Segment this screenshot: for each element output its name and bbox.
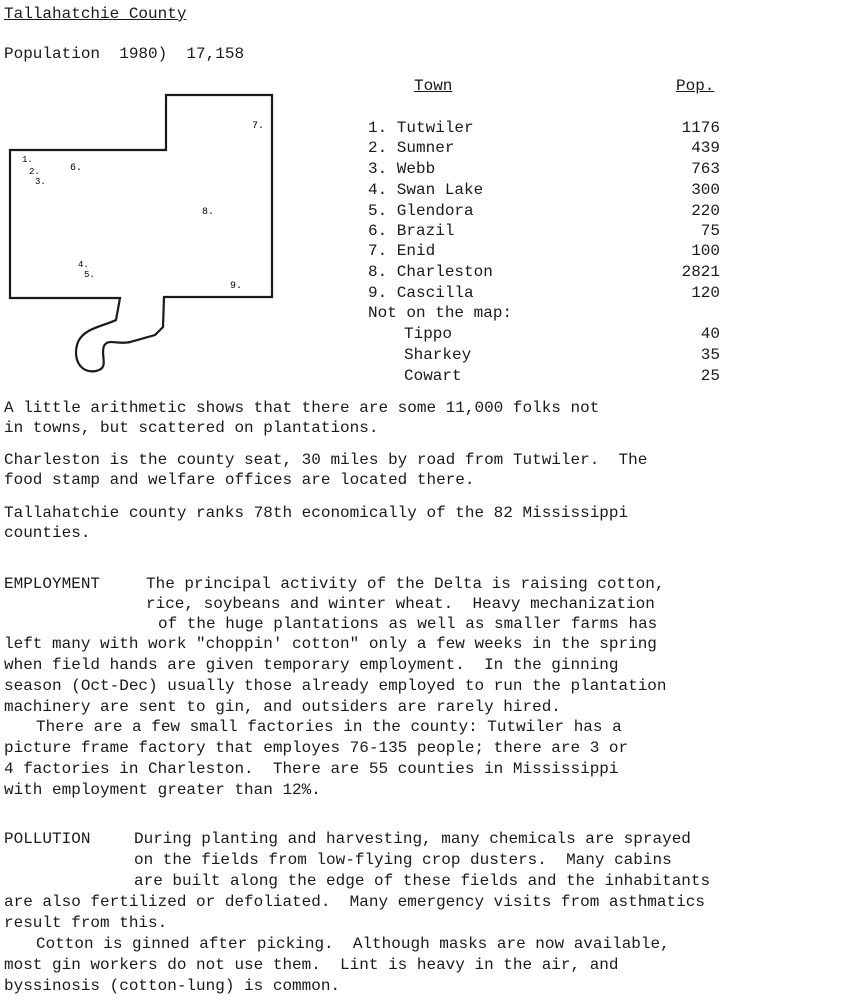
table-row-name: 1. Tutwiler [368,119,474,137]
pop-column-header: Pop. [676,77,715,95]
paragraph-line: most gin workers do not use them. Lint is heavy in the air, and [4,956,619,974]
map-label-6: 6. [70,163,83,174]
paragraph-line: 4 factories in Charleston. There are 55 counties in Mississippi [4,760,619,778]
paragraph-line: result from this. [4,914,168,932]
paragraph-line: A little arithmetic shows that there are some 11,000 folks not [4,399,600,417]
pollution-heading: POLLUTION [4,830,91,848]
paragraph-line: counties. [4,524,91,542]
paragraph-line: of the huge plantations as well as smaller farms has [158,615,658,633]
table-row-name: Sharkey [404,346,472,364]
paragraph-line: food stamp and welfare offices are located there. [4,471,475,489]
table-row-pop: 439 [691,139,720,157]
table-row-pop: 75 [700,222,720,240]
map-label-3: 3. [35,177,46,187]
table-row-pop: 35 [700,346,720,364]
not-on-map-label: Not on the map: [368,304,513,322]
paragraph-line: byssinosis (cotton-lung) is common. [4,977,341,995]
paragraph-line: are built along the edge of these fields and the inhabitants [134,872,711,890]
paragraph-line: There are a few small factories in the county: Tutwiler has a [36,718,622,736]
map-label-9: 9. [230,281,243,292]
map-label-8: 8. [202,207,215,218]
table-row-name: 7. Enid [368,242,436,260]
table-row-name: 2. Sumner [368,139,455,157]
table-row-pop: 40 [700,325,720,343]
paragraph-line: machinery are sent to gin, and outsiders are rarely hired. [4,698,561,716]
employment-heading: EMPLOYMENT [4,575,101,593]
table-row-name: 9. Cascilla [368,284,474,302]
paragraph-line: are also fertilized or defoliated. Many emergency visits from asthmatics [4,893,705,911]
table-row-name: 3. Webb [368,160,436,178]
paragraph-line: picture frame factory that employes 76-135 people; there are 3 or [4,739,629,757]
paragraph-line: The principal activity of the Delta is raising cotton, [146,575,665,593]
county-outline [10,95,272,371]
map-label-2: 2. [29,167,40,177]
table-row-name: 4. Swan Lake [368,181,484,199]
paragraph-line: when field hands are given temporary employment. In the ginning [4,656,619,674]
table-row-pop: 100 [691,242,720,260]
county-map [0,80,290,380]
table-row-name: 8. Charleston [368,263,493,281]
table-row-name: 6. Brazil [368,222,455,240]
county-title: Tallahatchie County [4,5,187,23]
map-label-7: 7. [252,121,265,132]
table-row-name: 5. Glendora [368,202,474,220]
paragraph-line: season (Oct-Dec) usually those already employed to run the plantation [4,677,667,695]
table-row-pop: 25 [700,367,720,385]
map-label-4: 4. [78,260,89,270]
table-row-pop: 220 [691,202,720,220]
table-row-pop: 120 [691,284,720,302]
paragraph-line: Charleston is the county seat, 30 miles by road from Tutwiler. The [4,451,648,469]
paragraph-line: left many with work "choppin' cotton" only a few weeks in the spring [4,635,657,653]
town-column-header: Town [414,77,453,95]
paragraph-line: During planting and harvesting, many chemicals are sprayed [134,830,691,848]
table-row-pop: 2821 [681,263,720,281]
paragraph-line: in towns, but scattered on plantations. [4,419,379,437]
population-line: Population 1980) 17,158 [4,45,245,63]
paragraph-line: Cotton is ginned after picking. Although masks are now available, [36,935,670,953]
table-row-name: Tippo [404,325,453,343]
table-row-pop: 763 [691,160,720,178]
map-label-1: 1. [22,155,33,165]
map-label-5: 5. [84,270,95,280]
table-row-pop: 300 [691,181,720,199]
paragraph-line: rice, soybeans and winter wheat. Heavy mechanization [146,595,655,613]
table-row-name: Cowart [404,367,462,385]
table-row-pop: 1176 [681,119,720,137]
paragraph-line: with employment greater than 12%. [4,781,321,799]
paragraph-line: on the fields from low-flying crop dusters. Many cabins [134,851,672,869]
paragraph-line: Tallahatchie county ranks 78th economically of the 82 Mississippi [4,504,629,522]
